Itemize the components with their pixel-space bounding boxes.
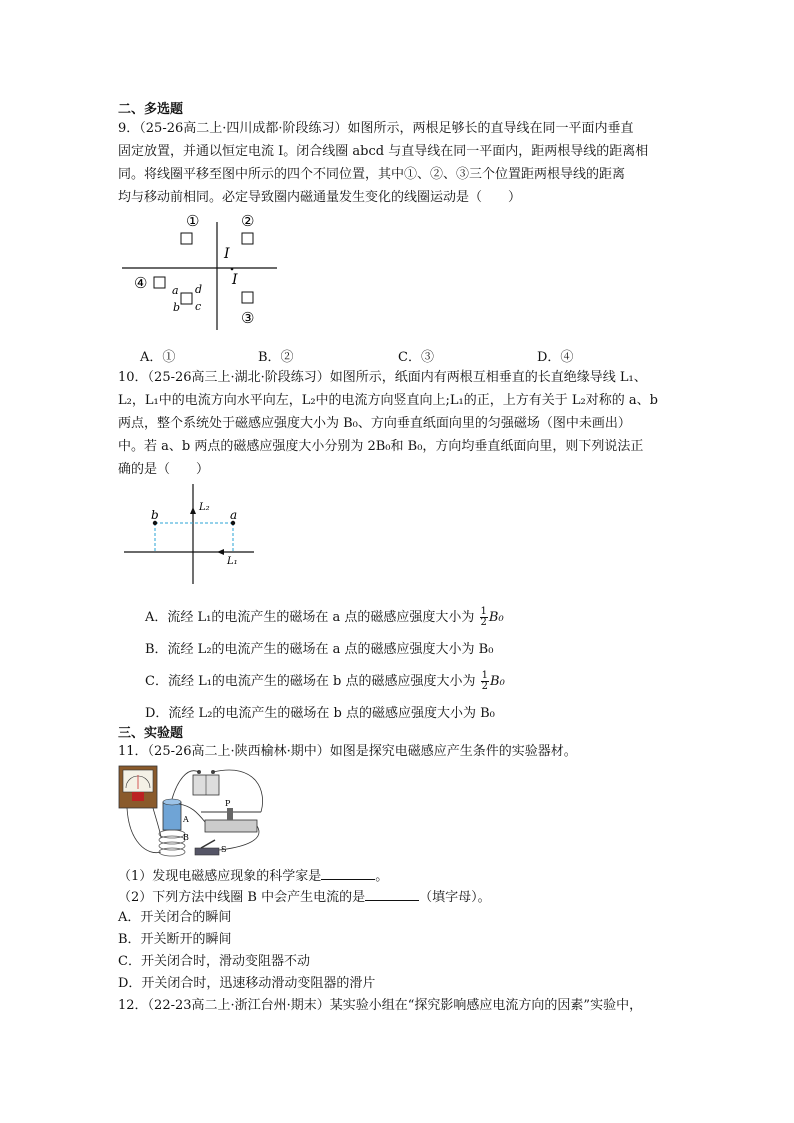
q10-line-3: 两点，整个系统处于磁感应强度大小为 B₀、方向垂直纸面向里的匀强磁场（图中未画出）: [118, 416, 631, 431]
q10-option-a[interactable]: A．流经 L₁的电流产生的磁场在 a 点的磁感应强度大小为 $\frac{1}{2}$ B₀: [145, 606, 504, 628]
q11-option-d[interactable]: D．开关闭合时，迅速移动滑动变阻器的滑片: [118, 976, 376, 991]
q10-line-5: 确的是（ ）: [118, 462, 210, 477]
svg-text:L₁: L₁: [227, 556, 238, 567]
q9-pos1-label: ①: [186, 212, 200, 230]
q11-option-b[interactable]: B．开关断开的瞬间: [118, 932, 232, 947]
q10-line-2: L₂，L₁中的电流方向水平向左，L₂中的电流方向竖直向上;L₁的正，上方有关于 L₂对称的 a、b: [118, 393, 658, 408]
q10-option-c[interactable]: C．流经 L₁的电流产生的磁场在 b 点的磁感应强度大小为 $\frac{1}{2}$ B₀: [145, 670, 505, 692]
q9-line-3: 同。将线圈平移至图中所示的四个不同位置，其中①、②、③三个位置距两根导线的距离: [118, 167, 626, 182]
q11-option-a[interactable]: A．开关闭合的瞬间: [118, 910, 232, 925]
svg-text:S: S: [221, 845, 227, 854]
q9-coil-pos1: [181, 233, 192, 244]
q9-option-c[interactable]: C．③: [398, 350, 434, 365]
rheostat: [205, 820, 257, 832]
q9-option-b[interactable]: B．②: [258, 350, 294, 365]
q10-line-1: 10．（25-26高三上·湖北·阶段练习）如图所示，纸面内有两根互相垂直的长直绝缘导线 L₁、: [118, 370, 647, 385]
q9-coil-original: [181, 293, 192, 304]
q11-option-c[interactable]: C．开关闭合时，滑动变阻器不动: [118, 954, 310, 969]
svg-text:d: d: [195, 283, 203, 296]
q9-current-label-1: I: [224, 246, 230, 262]
svg-text:P: P: [225, 799, 231, 808]
q9-line-4: 均与移动前相同。必定导致圈内磁通量发生变化的线圈运动是（ ）: [118, 190, 522, 205]
q9-pos2-label: ②: [241, 212, 255, 230]
method-answer-blank[interactable]: [365, 888, 419, 901]
q9-pos3-label: ③: [241, 309, 255, 327]
q12-stem: 12．（22-23高二上·浙江台州·期末）某实验小组在“探究影响感应电流方向的因素”实验中，: [118, 998, 643, 1013]
q10-option-d[interactable]: D．流经 L₂的电流产生的磁场在 b 点的磁感应强度大小为 B₀: [145, 706, 495, 721]
q10-line-4: 中。若 a、b 两点的磁感应强度大小分别为 2B₀和 B₀，方向均垂直纸面向里，则下列说法正: [118, 439, 644, 454]
coil-A: [163, 802, 181, 830]
section-title-experiment: 三、实验题: [118, 726, 184, 741]
q9-coil-pos4: [154, 277, 165, 288]
q11-stem: 11．（25-26高二上·陕西榆林·期中）如图是探究电磁感应产生条件的实验器材。: [118, 744, 577, 759]
svg-text:L₂: L₂: [199, 502, 210, 513]
svg-text:B: B: [183, 833, 189, 842]
svg-text:c: c: [195, 300, 202, 313]
fraction-one-half: $\frac{1}{2}$: [480, 606, 487, 628]
q9-line-2: 固定放置，并通以恒定电流 I。闭合线圈 abcd 与直导线在同一平面内，距两根导线的距离相: [118, 144, 649, 159]
q9-option-a[interactable]: A．①: [140, 350, 176, 365]
coil-B: [159, 830, 185, 856]
q11-sub2: （2）下列方法中线圈 B 中会产生电流的是 （填字母）。: [118, 890, 491, 905]
fraction-one-half: $\frac{1}{2}$: [481, 670, 489, 692]
q9-figure: [115, 208, 285, 333]
q10-option-b[interactable]: B．流经 L₂的电流产生的磁场在 a 点的磁感应强度大小为 B₀: [145, 642, 494, 657]
q9-pos4-label: ④: [134, 274, 148, 292]
q9-line-1: 9．（25-26高二上·四川成都·阶段练习）如图所示，两根足够长的直导线在同一平面内垂直: [118, 121, 634, 136]
svg-text:a: a: [172, 284, 179, 297]
q9-current-label-2: I: [232, 272, 238, 288]
svg-text:b: b: [173, 301, 181, 314]
q9-coil-pos3: [242, 292, 253, 303]
q11-sub1: （1）发现电磁感应现象的科学家是 。: [118, 869, 389, 884]
q9-coil-pos2: [242, 233, 253, 244]
svg-text:a: a: [230, 508, 238, 522]
svg-text:b: b: [151, 508, 159, 522]
q11-apparatus-figure: [117, 762, 269, 860]
scientist-answer-blank[interactable]: [321, 867, 375, 880]
svg-text:A: A: [183, 815, 189, 824]
switch: [195, 848, 219, 855]
q9-option-d[interactable]: D．④: [537, 350, 574, 365]
section-title-multi-choice: 二、多选题: [118, 102, 184, 117]
q10-figure: [120, 480, 260, 590]
